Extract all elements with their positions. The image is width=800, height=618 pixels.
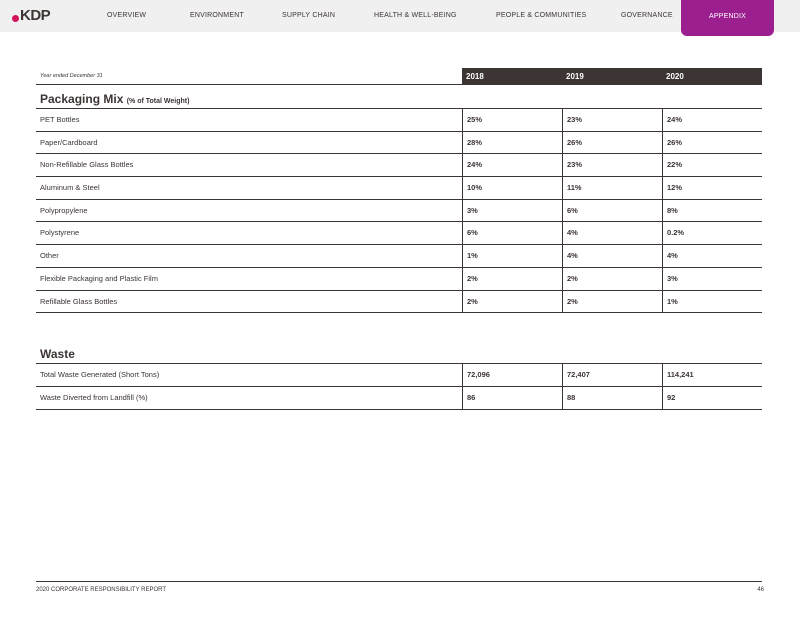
- row-value: 86: [462, 387, 562, 409]
- row-label: Non-Refillable Glass Bottles: [40, 160, 134, 170]
- row-value: 8%: [662, 200, 762, 222]
- row-label: Waste Diverted from Landfill (%): [40, 392, 148, 402]
- row-value: 114,241: [662, 364, 762, 386]
- nav-governance[interactable]: GOVERNANCE: [621, 12, 673, 19]
- row-label: Polypropylene: [40, 205, 88, 215]
- row-label: PET Bottles: [40, 115, 80, 124]
- row-value: 23%: [562, 109, 662, 131]
- row-value: 2%: [562, 268, 662, 290]
- waste-rows: [36, 364, 762, 409]
- row-label: Aluminum & Steel: [40, 183, 100, 193]
- kdp-logo[interactable]: [12, 7, 50, 24]
- logo-text: KDP: [20, 7, 51, 24]
- row-value: 2%: [562, 291, 662, 313]
- row-label: Total Waste Generated (Short Tons): [40, 370, 160, 380]
- table-row: [36, 200, 762, 223]
- row-value: 2%: [462, 291, 562, 313]
- row-value: 3%: [462, 200, 562, 222]
- row-value: 72,407: [562, 364, 662, 386]
- table-row: [36, 109, 762, 132]
- row-label: Other: [40, 251, 59, 261]
- nav-supply-chain[interactable]: SUPPLY CHAIN: [282, 12, 336, 19]
- packaging-subtitle-text: (% of Total Weight): [126, 98, 190, 105]
- row-value: 26%: [562, 132, 662, 154]
- data-table: [36, 68, 762, 410]
- row-value: 28%: [462, 132, 562, 154]
- table-row: [36, 177, 762, 200]
- nav-people-communities[interactable]: PEOPLE & COMMUNITIES: [496, 12, 587, 19]
- row-value: 3%: [662, 268, 762, 290]
- row-value: 22%: [662, 154, 762, 176]
- row-value: 26%: [662, 132, 762, 154]
- year-2019-header: 2019: [562, 68, 662, 85]
- year-2020-header: 2020: [662, 68, 762, 85]
- row-label: Flexible Packaging and Plastic Film: [40, 273, 158, 283]
- row-value: 4%: [662, 245, 762, 267]
- page-number: 46: [757, 587, 764, 593]
- row-value: 1%: [462, 245, 562, 267]
- row-value: 0.2%: [662, 222, 762, 244]
- row-value: 2%: [462, 268, 562, 290]
- table-row: [36, 387, 762, 410]
- packaging-title-text: Packaging Mix: [40, 92, 124, 106]
- table-row: [36, 222, 762, 245]
- year-ended-label: Year ended December 31: [36, 68, 462, 85]
- row-label: Refillable Glass Bottles: [40, 296, 118, 306]
- logo-dot-icon: [12, 15, 19, 22]
- nav-appendix[interactable]: APPENDIX: [681, 0, 774, 36]
- table-row: [36, 245, 762, 268]
- row-value: 6%: [562, 200, 662, 222]
- footer-divider: [36, 581, 762, 582]
- row-value: 11%: [562, 177, 662, 199]
- year-2018-header: 2018: [462, 68, 562, 85]
- top-nav-bar: [0, 0, 800, 32]
- row-value: 23%: [562, 154, 662, 176]
- nav-overview[interactable]: OVERVIEW: [107, 12, 147, 19]
- nav-environment[interactable]: ENVIRONMENT: [190, 12, 244, 19]
- row-value: 10%: [462, 177, 562, 199]
- table-row: [36, 132, 762, 155]
- row-value: 6%: [462, 222, 562, 244]
- row-value: 92: [662, 387, 762, 409]
- row-value: 24%: [462, 154, 562, 176]
- packaging-mix-title: [36, 85, 762, 109]
- nav-health-well-being[interactable]: HEALTH & WELL-BEING: [374, 12, 457, 19]
- row-value: 4%: [562, 222, 662, 244]
- row-label: Polystyrene: [40, 228, 80, 238]
- row-value: 24%: [662, 109, 762, 131]
- row-label: Paper/Cardboard: [40, 137, 98, 147]
- waste-title: [36, 340, 762, 364]
- row-value: 25%: [462, 109, 562, 131]
- table-header-row: [36, 68, 762, 85]
- table-row: [36, 268, 762, 291]
- row-value: 1%: [662, 291, 762, 313]
- table-row: [36, 291, 762, 314]
- row-value: 12%: [662, 177, 762, 199]
- table-row: [36, 154, 762, 177]
- row-value: 4%: [562, 245, 662, 267]
- footer-report-title: 2020 CORPORATE RESPONSIBILITY REPORT: [36, 587, 167, 593]
- packaging-rows: [36, 109, 762, 313]
- waste-title-text: Waste: [40, 347, 75, 362]
- section-spacer: [36, 313, 762, 340]
- row-value: 88: [562, 387, 662, 409]
- table-row: [36, 364, 762, 387]
- row-value: 72,096: [462, 364, 562, 386]
